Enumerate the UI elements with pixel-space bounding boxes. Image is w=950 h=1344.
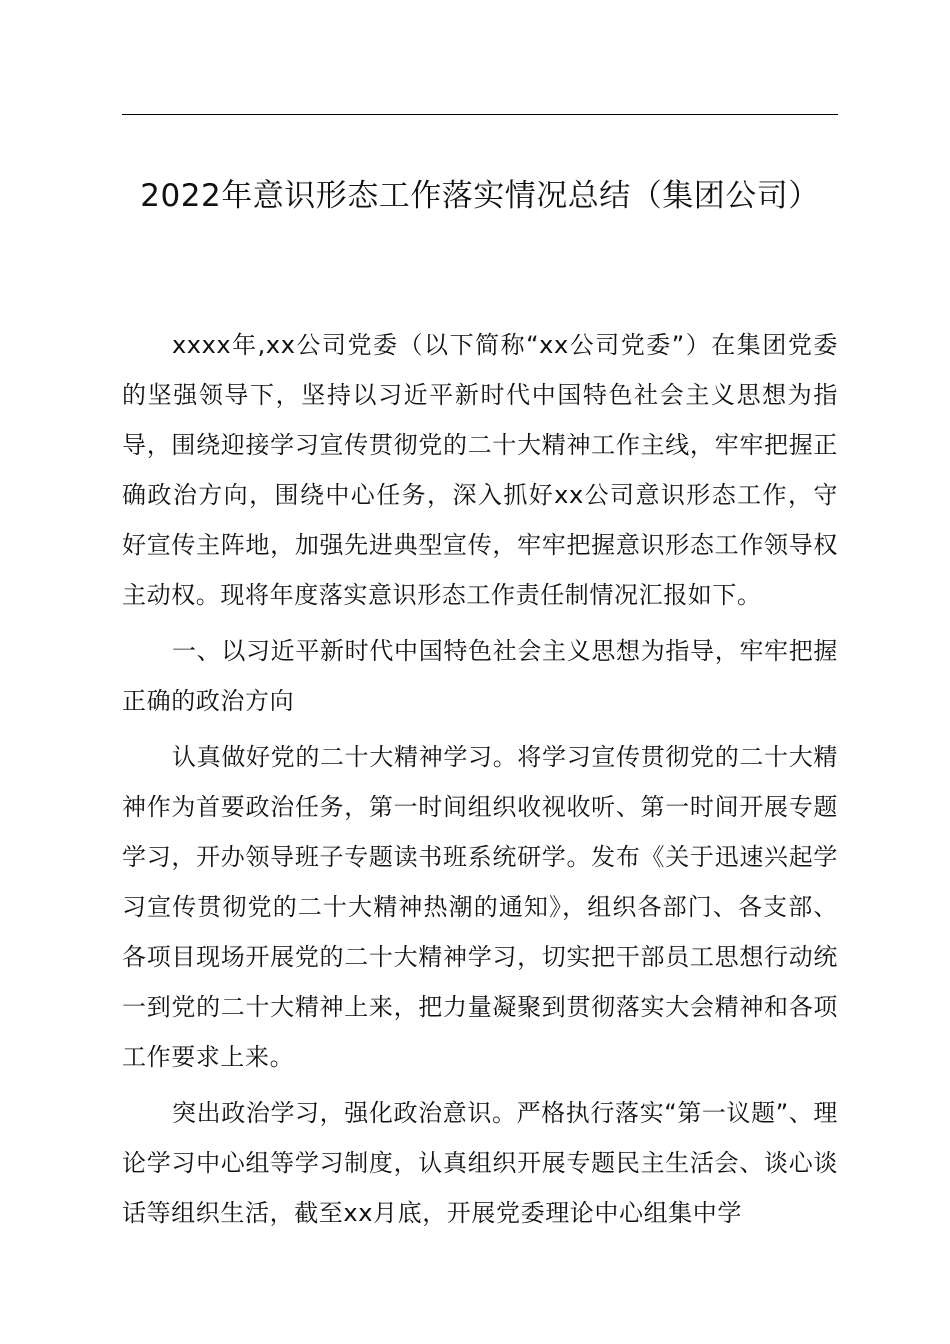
section-heading-1: 一、以习近平新时代中国特色社会主义思想为指导，牢牢把握正确的政治方向 bbox=[122, 637, 838, 715]
header-rule bbox=[122, 114, 838, 115]
political-study-paragraph: 突出政治学习，强化政治意识。严格执行落实“第一议题”、理论学习中心组等学习制度，认真组织开展专题民主生活会、谈心谈话等组织生活，截至xx月底，开展党委理论中心组集中学 bbox=[122, 1099, 838, 1227]
intro-paragraph: xxxx年,xx公司党委（以下简称“xx公司党委”）在集团党委的坚强领导下，坚持以习近平新时代中国特色社会主义思想为指导，围绕迎接学习宣传贯彻党的二十大精神工作主线，牢牢把握正确政治方向，围绕中心任务，深入抓好xx公司意识形态工作，守好宣传主阵地，加强先进典型宣传，牢牢把握意识形态工作领导权主动权。现将年度落实意识形态工作责任制情况汇报如下。 bbox=[122, 331, 838, 609]
study-paragraph: 认真做好党的二十大精神学习。将学习宣传贯彻党的二十大精神作为首要政治任务，第一时间组织收视收听、第一时间开展专题学习，开办领导班子专题读书班系统研学。发布《关于迅速兴起学习宣传贯彻党的二十大精神热潮的通知》，组织各部门、各支部、各项目现场开展党的二十大精神学习，切实把干部员工思想行动统一到党的二十大精神上来，把力量凝聚到贯彻落实大会精神和各项工作要求上来。 bbox=[122, 743, 838, 1071]
document-body bbox=[122, 320, 838, 1244]
document-title: 2022年意识形态工作落实情况总结（集团公司） bbox=[140, 178, 820, 214]
